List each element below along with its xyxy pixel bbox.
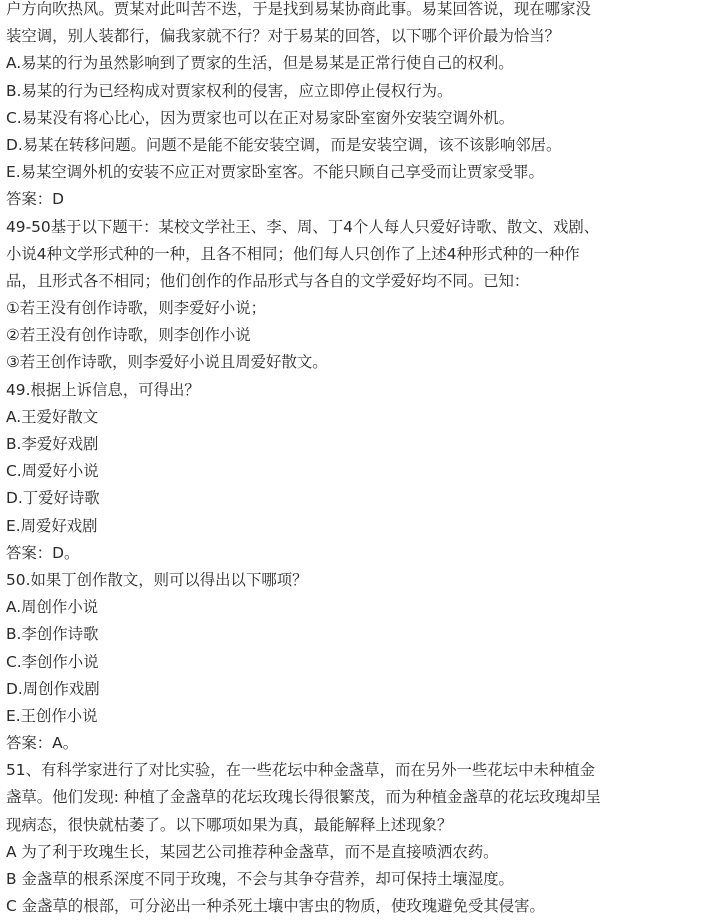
condition-line: ②若王没有创作诗歌，则李创作小说 (6, 326, 251, 345)
question-line: 50.如果丁创作散文，则可以得出以下哪项？ (6, 570, 308, 589)
condition-line: ①若王没有创作诗歌，则李爱好小说； (6, 299, 267, 318)
question-line: 49.根据上诉信息，可得出？ (6, 380, 200, 399)
option-line: B.李爱好戏剧 (6, 435, 99, 453)
option-line: B.李创作诗歌 (6, 625, 99, 644)
question-line: 盏草。他们发现: 种植了金盏草的花坛玫瑰长得很繁茂，而为种植金盏草的花坛玫瑰却呈 (6, 788, 601, 807)
answer-line: 答案：A。 (6, 734, 79, 753)
option-line: A 为了利于玫瑰生长，某园艺公司推荐种金盏草，而不是直接喷洒农药。 (6, 842, 499, 861)
question-line: 现病态，很快就枯萎了。以下哪项如果为真，最能解释上述现象？ (6, 815, 453, 834)
option-line: D.周创作戏剧 (6, 679, 100, 698)
answer-line: 答案：D。 (6, 543, 80, 562)
option-line: E.王创作小说 (6, 706, 98, 725)
condition-line: ③若王创作诗歌，则李爱好小说且周爱好散文。 (6, 353, 328, 372)
text-line: 49-50基于以下题干：某校文学社王、李、周、丁4个人每人只爱好诗歌、散文、戏剧、 (6, 217, 600, 236)
option-line: D.丁爱好诗歌 (6, 489, 100, 508)
option-line: A.易某的行为虽然影响到了贾家的生活，但是易某是正常行使自己的权利。 (6, 54, 514, 73)
option-line: E.周爱好戏剧 (6, 516, 98, 535)
option-line: B 金盏草的根系深度不同于玫瑰，不会与其争夺营养，却可保持土壤湿度。 (6, 870, 514, 888)
text-line: 品，且形式各不相同；他们创作的作品形式与各自的文学爱好均不同。已知： (6, 271, 530, 290)
option-line: C.周爱好小说 (6, 462, 99, 481)
option-line: C 金盏草的根部，可分泌出一种杀死土壤中害虫的物质，使玫瑰避免受其侵害。 (6, 897, 545, 916)
option-line: A.王爱好散文 (6, 407, 99, 426)
text-line: 装空调，别人装都行，偏我家就不行？对于易某的回答，以下哪个评价最为恰当？ (6, 27, 561, 46)
option-line: E.易某空调外机的安装不应正对贾家卧室客。不能只顾自己享受而让贾家受罪。 (6, 163, 544, 182)
answer-line: 答案：D (6, 190, 65, 209)
option-line: A.周创作小说 (6, 598, 99, 617)
option-line: B.易某的行为已经构成对贾家权利的侵害，应立即停止侵权行为。 (6, 81, 453, 100)
option-line: C.李创作小说 (6, 652, 99, 671)
question-line: 51、有科学家进行了对比实验，在一些花坛中种金盏草，而在另外一些花坛中未种植金 (6, 761, 596, 780)
text-line: 小说4种文学形式种的一种，且各不相同；他们每人只创作了上述4种形式种的一种作 (6, 244, 580, 263)
option-line: D.易某在转移问题。问题不是能不能安装空调，而是安装空调，该不该影响邻居。 (6, 135, 562, 154)
text-line: 户方向吹热风。贾某对此叫苦不迭，于是找到易某协商此事。易某回答说，现在哪家没 (6, 0, 591, 18)
option-line: C.易某没有将心比心，因为贾家也可以在正对易家卧室窗外安装空调外机。 (6, 108, 515, 127)
